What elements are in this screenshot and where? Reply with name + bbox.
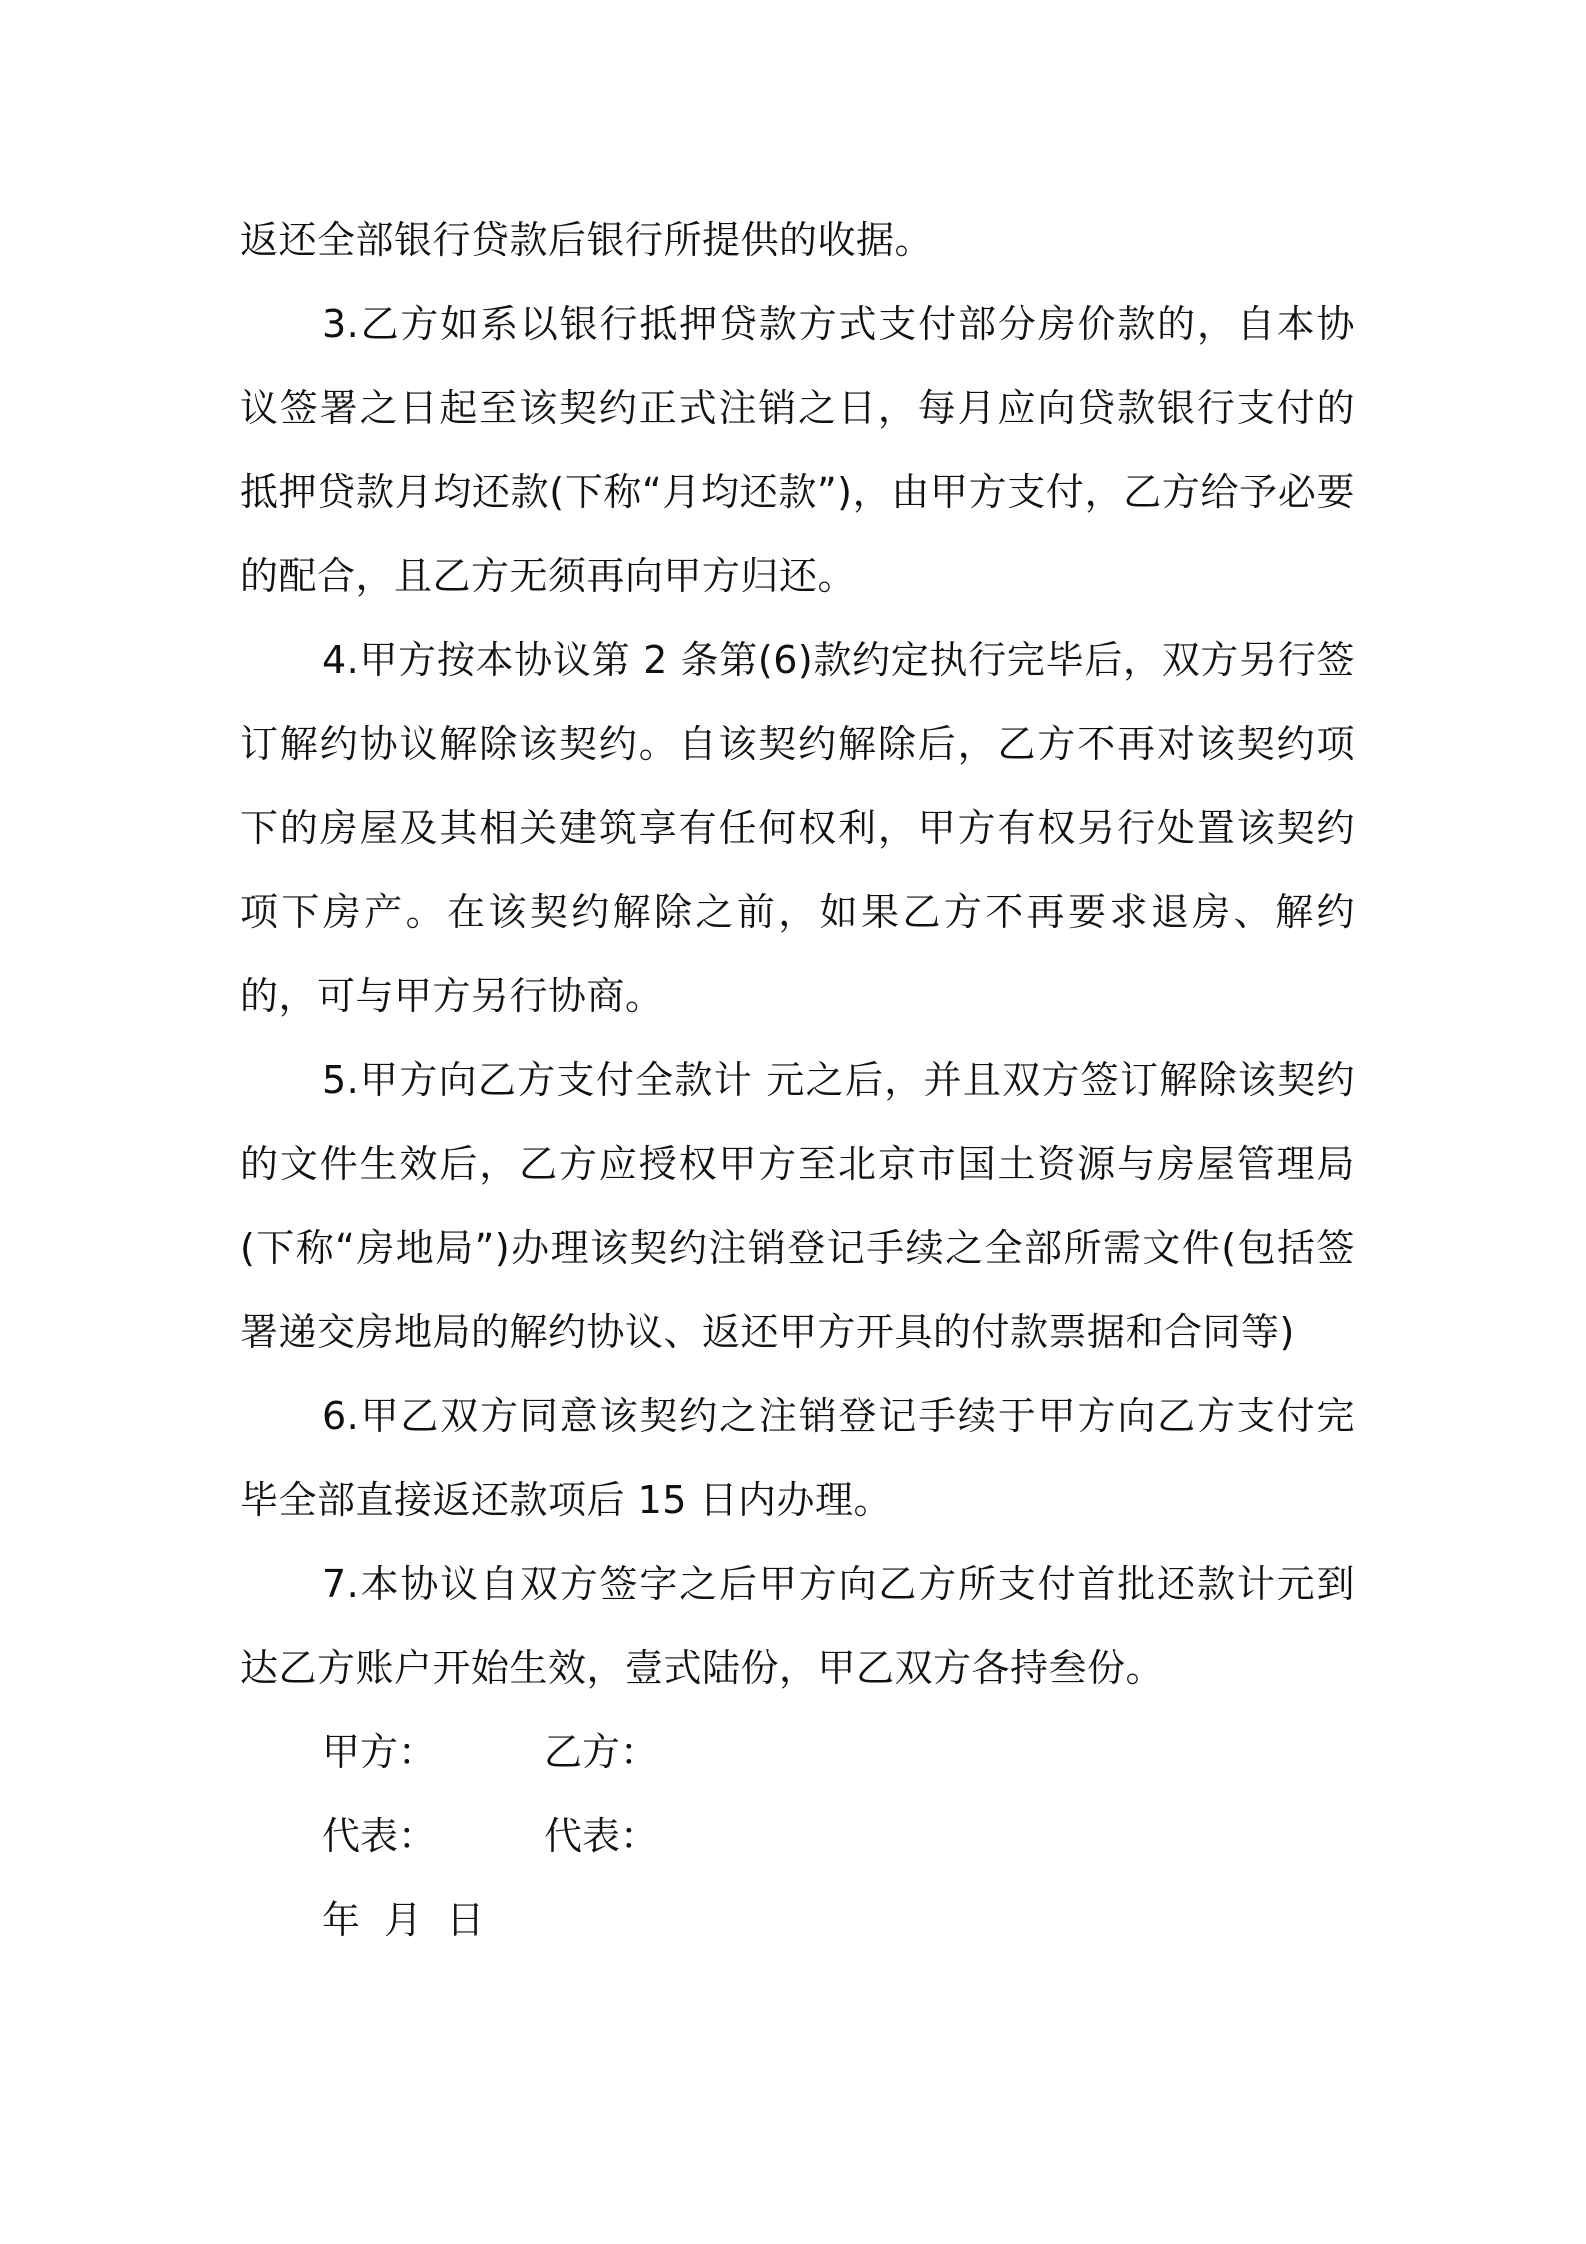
rep-b-label: 代表： (544, 1814, 659, 1858)
party-a-label: 甲方： (322, 1730, 437, 1774)
clause-7: 7.本协议自双方签字之后甲方向乙方所支付首批还款计元到达乙方账户开始生效，壹式陆份，甲乙双方各持叁份。 (240, 1562, 1355, 1690)
signature-date-row (240, 1878, 1355, 1962)
clause-6: 6.甲乙双方同意该契约之注销登记手续于甲方向乙方支付完毕全部直接返还款项后 15 日内办理。 (240, 1394, 1355, 1522)
date-label: 年 月 日 (322, 1898, 485, 1942)
clause-4: 4.甲方按本协议第 2 条第(6)款约定执行完毕后，双方另行签订解约协议解除该契约。自该契约解除后，乙方不再对该契约项下的房屋及其相关建筑享有任何权利，甲方有权另行处置该契约项下房产。在该契约解除之前，如果乙方不再要求退房、解约的，可与甲方另行协商。 (240, 638, 1355, 1018)
clause-3: 3.乙方如系以银行抵押贷款方式支付部分房价款的，自本协议签署之日起至该契约正式注销之日，每月应向贷款银行支付的抵押贷款月均还款(下称“月均还款”)，由甲方支付，乙方给予必要的配合，且乙方无须再向甲方归还。 (240, 302, 1355, 598)
signature-representative-row (240, 1794, 1355, 1878)
paragraph-continuation: 返还全部银行贷款后银行所提供的收据。 (240, 218, 934, 262)
clause-5: 5.甲方向乙方支付全款计 元之后，并且双方签订解除该契约的文件生效后，乙方应授权甲方至北京市国土资源与房屋管理局(下称“房地局”)办理该契约注销登记手续之全部所需文件(包括签署递交房地局的解约协议、返还甲方开具的付款票据和合同等) (240, 1058, 1355, 1354)
signature-party-row (240, 1710, 1355, 1794)
party-b-label: 乙方： (544, 1730, 659, 1774)
rep-a-label: 代表： (322, 1814, 437, 1858)
document-body (240, 198, 1355, 1962)
